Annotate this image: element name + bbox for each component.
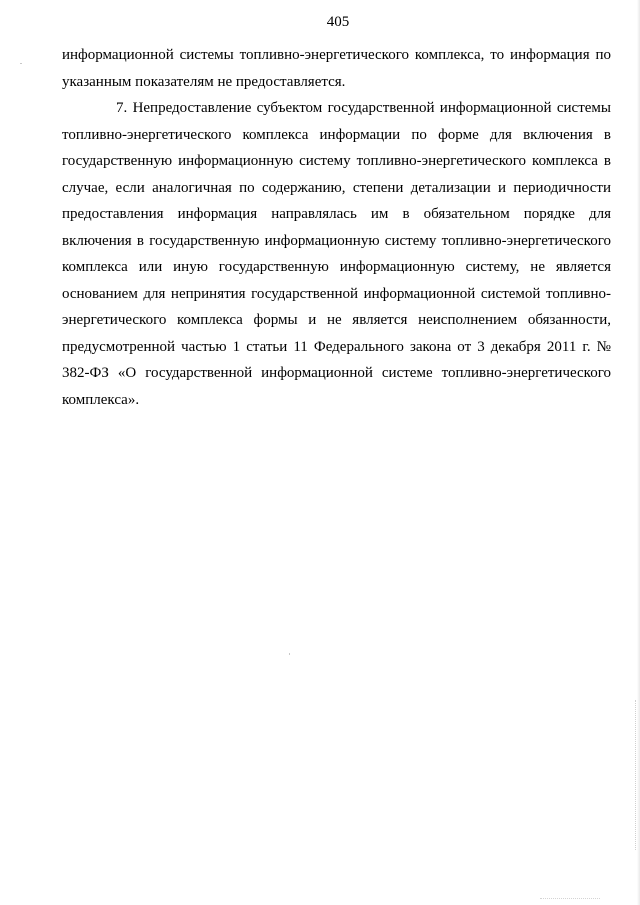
scan-edge-dots — [540, 897, 600, 899]
page-number: 405 — [326, 14, 350, 30]
scan-artifact-mark — [20, 63, 22, 64]
scan-artifact-mark — [289, 653, 290, 655]
paragraph-item-7: 7. Непредоставление субъектом государственной информационной системы топливно-энергетического комплекса информации по форме для включения в государственную информационную систему топливно-энергетического комплекса в случае, если аналогичная по содержанию, степени детализации и периодичности предоставления информация направлялась им в обязательном порядке для включения в государственную информационную систему топливно-энергетического комплекса или иную государственную информационную систему, не является основанием для непринятия государственной информационной системой топливно-энергетического комплекса формы и не является неисполнением обязанности, предусмотренной частью 1 статьи 11 Федерального закона от 3 декабря 2011 г. № 382-ФЗ «О государственной информационной системе топливно-энергетического комплекса». — [62, 100, 611, 408]
paragraph-continuation: информационной системы топливно-энергетического комплекса, то информация по указанным показателям не предоставляется. — [62, 47, 611, 90]
document-body — [62, 42, 611, 413]
scan-edge-dots — [634, 700, 636, 850]
